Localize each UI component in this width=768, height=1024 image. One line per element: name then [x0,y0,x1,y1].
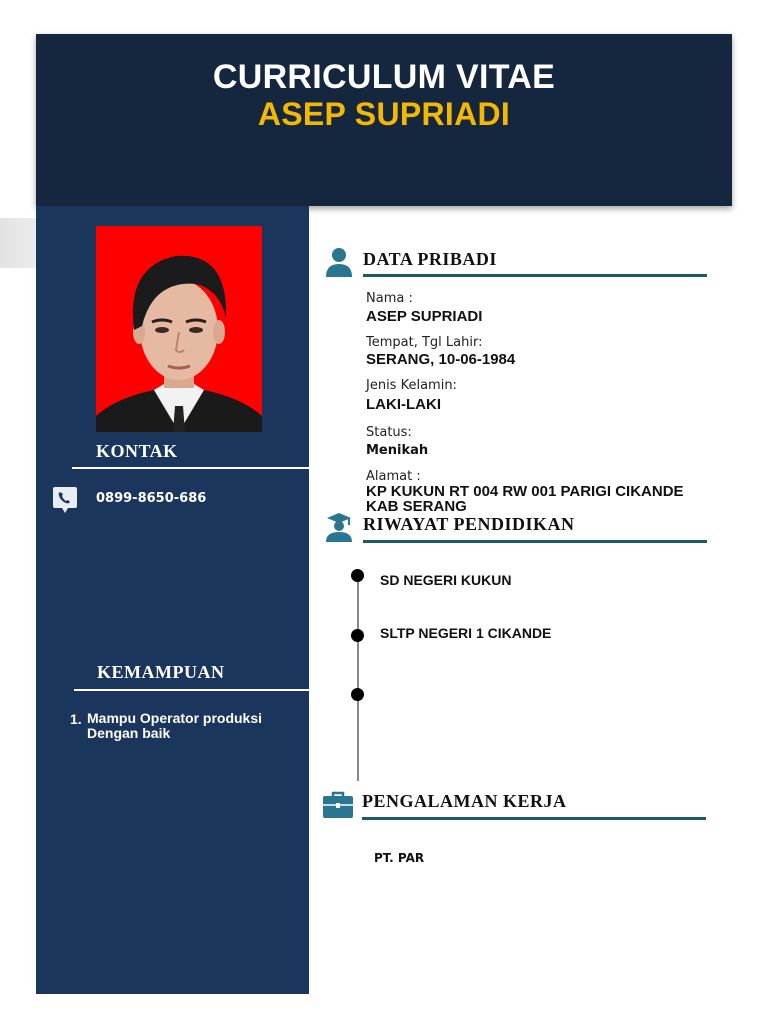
person-name-title: ASEP SUPRIADI [257,96,511,132]
skills-heading: KEMAMPUAN [97,662,225,682]
header-banner [36,34,732,206]
briefcase-icon [322,791,354,819]
skill-number: 1. [70,711,82,727]
experience-item: PT. PAR [374,851,425,865]
status-value: Menikah [366,443,429,458]
contact-rule [72,467,309,469]
education-item: SD NEGERI KUKUN [380,572,512,588]
address-value: KP KUKUN RT 004 RW 001 PARIGI CIKANDE KAB SERANG [366,483,684,515]
education-rule [363,540,707,543]
personal-data-heading: DATA PRIBADI [363,249,497,269]
timeline-dot [351,569,364,582]
phone-icon [52,486,78,514]
profile-photo [96,226,262,432]
education-item: SLTP NEGERI 1 CIKANDE [380,625,552,641]
education-heading: RIWAYAT PENDIDIKAN [363,514,575,534]
timeline-dot [351,629,364,642]
skills-rule [74,689,309,691]
address-label: Alamat : [366,469,421,484]
gender-label: Jenis Kelamin: [366,378,457,393]
skill-item: Mampu Operator produksi Dengan baik [87,710,263,741]
birth-value: SERANG, 10-06-1984 [366,351,516,368]
document-title: CURRICULUM VITAE [212,58,556,96]
contact-heading: KONTAK [96,441,178,461]
personal-data-rule [363,274,707,277]
name-label: Nama : [366,291,413,306]
person-icon [325,246,353,278]
education-timeline [357,576,359,781]
experience-rule [362,817,706,820]
timeline-dot [351,688,364,701]
graduation-icon [325,512,353,542]
name-value: ASEP SUPRIADI [366,308,483,325]
birth-label: Tempat, Tgl Lahir: [366,335,483,350]
gender-value: LAKI-LAKI [366,396,441,413]
phone-number: 0899-8650-686 [96,491,207,506]
experience-heading: PENGALAMAN KERJA [362,791,567,811]
status-label: Status: [366,425,412,440]
